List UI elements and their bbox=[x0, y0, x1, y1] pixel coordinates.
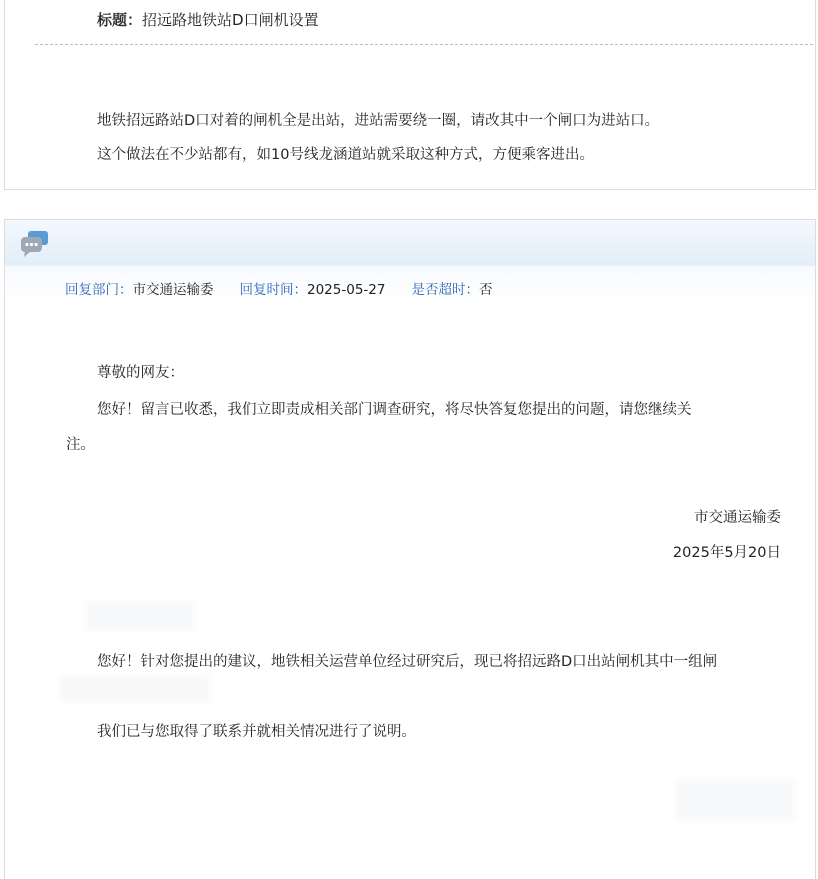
blurred-region bbox=[675, 780, 795, 820]
reply-time-label: 回复时间： bbox=[239, 282, 307, 298]
reply-first-line1: 您好！留言已收悉，我们立即责成相关部门调查研究，将尽快答复您提出的问题，请您继续关 bbox=[97, 402, 692, 418]
reply-greeting: 尊敬的网友： bbox=[97, 365, 184, 381]
reply-dept-label: 回复部门： bbox=[65, 282, 133, 298]
reply-meta-row bbox=[65, 278, 492, 298]
question-body bbox=[97, 104, 807, 172]
signature-date: 2025年5月20日 bbox=[672, 545, 781, 561]
question-divider bbox=[35, 44, 813, 45]
question-panel bbox=[4, 0, 816, 190]
question-title-value: 招远路地铁站D口闸机设置 bbox=[142, 11, 319, 29]
blurred-region bbox=[85, 601, 195, 631]
reply-dept-value: 市交通运输委 bbox=[132, 282, 214, 298]
reply-first-line2: 注。 bbox=[66, 437, 95, 453]
speech-bubble-icon bbox=[20, 230, 50, 258]
signature-org: 市交通运输委 bbox=[694, 510, 781, 526]
question-title-label: 标题： bbox=[97, 11, 143, 29]
question-title bbox=[97, 9, 319, 31]
blurred-region bbox=[60, 675, 210, 703]
question-body-line: 地铁招远路站D口对着的闸机全是出站，进站需要绕一圈，请改其中一个闸口为进站口。 bbox=[97, 113, 660, 129]
reply-overtime-label: 是否超时： bbox=[411, 282, 479, 298]
reply-panel bbox=[4, 219, 816, 879]
reply-header bbox=[5, 220, 815, 266]
reply-second-line2: 我们已与您取得了联系并就相关情况进行了说明。 bbox=[97, 724, 416, 740]
reply-time-value: 2025-05-27 bbox=[307, 282, 386, 298]
reply-meta bbox=[5, 266, 815, 308]
reply-second-line1: 您好！针对您提出的建议，地铁相关运营单位经过研究后，现已将招远路D口出站闸机其中一组闸 bbox=[97, 654, 718, 670]
reply-overtime-value: 否 bbox=[478, 282, 493, 298]
question-body-line: 这个做法在不少站都有，如10号线龙涵道站就采取这种方式，方便乘客进出。 bbox=[97, 147, 594, 163]
